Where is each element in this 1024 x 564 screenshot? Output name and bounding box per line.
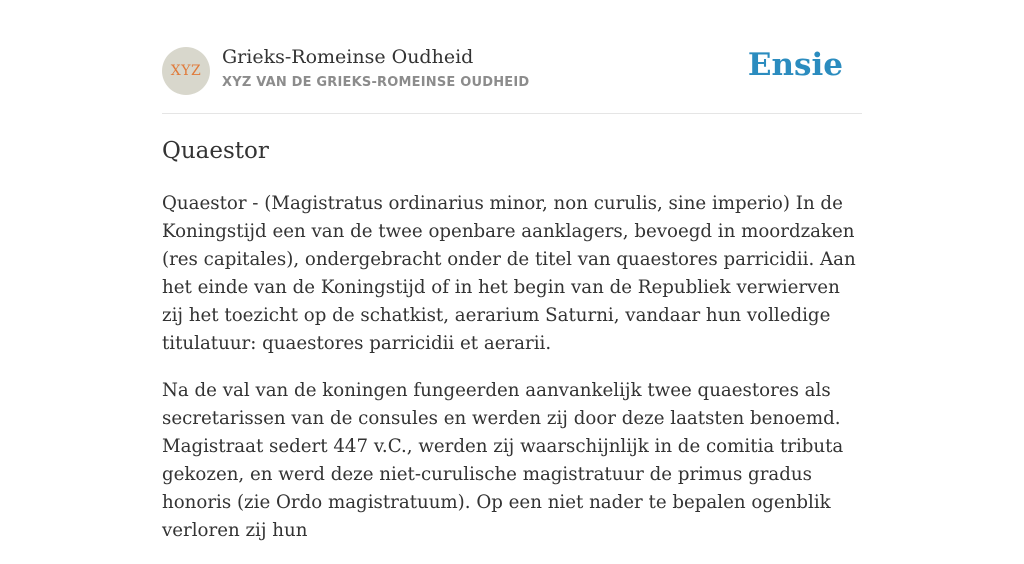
source-header: [162, 0, 862, 114]
source-avatar[interactable]: XYZ: [162, 47, 210, 95]
article-paragraph: Quaestor - (Magistratus ordinarius minor, non curulis, sine imperio) In de Koningstijd een van de twee openbare aanklagers, bevoegd in moordzaken (res capitales), ondergebracht onder de titel van quaestores parricidii. Aan het einde van de Koningstijd of in het begin van de Republiek verwierven zij het toezicht op de schatkist, aerarium Saturni, vandaar hun volledige titulatuur: quaestores parricidii et aerarii.: [162, 193, 856, 354]
article-title: Quaestor: [162, 138, 269, 164]
source-title-link[interactable]: Grieks-Romeinse Oudheid: [222, 46, 474, 68]
page: [162, 0, 862, 541]
article-body: [162, 190, 862, 564]
ensie-logo-link[interactable]: Ensie: [747, 47, 843, 83]
source-subtitle: XYZ VAN DE GRIEKS-ROMEINSE OUDHEID: [222, 75, 530, 90]
article-paragraph: Na de val van de koningen fungeerden aanvankelijk twee quaestores als secretarissen van de consules en werden zij door deze laatsten benoemd. Magistraat sedert 447 v.C., werden zij waarschijnlijk in de comitia tributa gekozen, en werd deze niet-curulische magistratuur de primus gradus honoris (zie Ordo magistratuum). Op een niet nader te bepalen ogenblik verloren zij hun: [162, 380, 844, 541]
